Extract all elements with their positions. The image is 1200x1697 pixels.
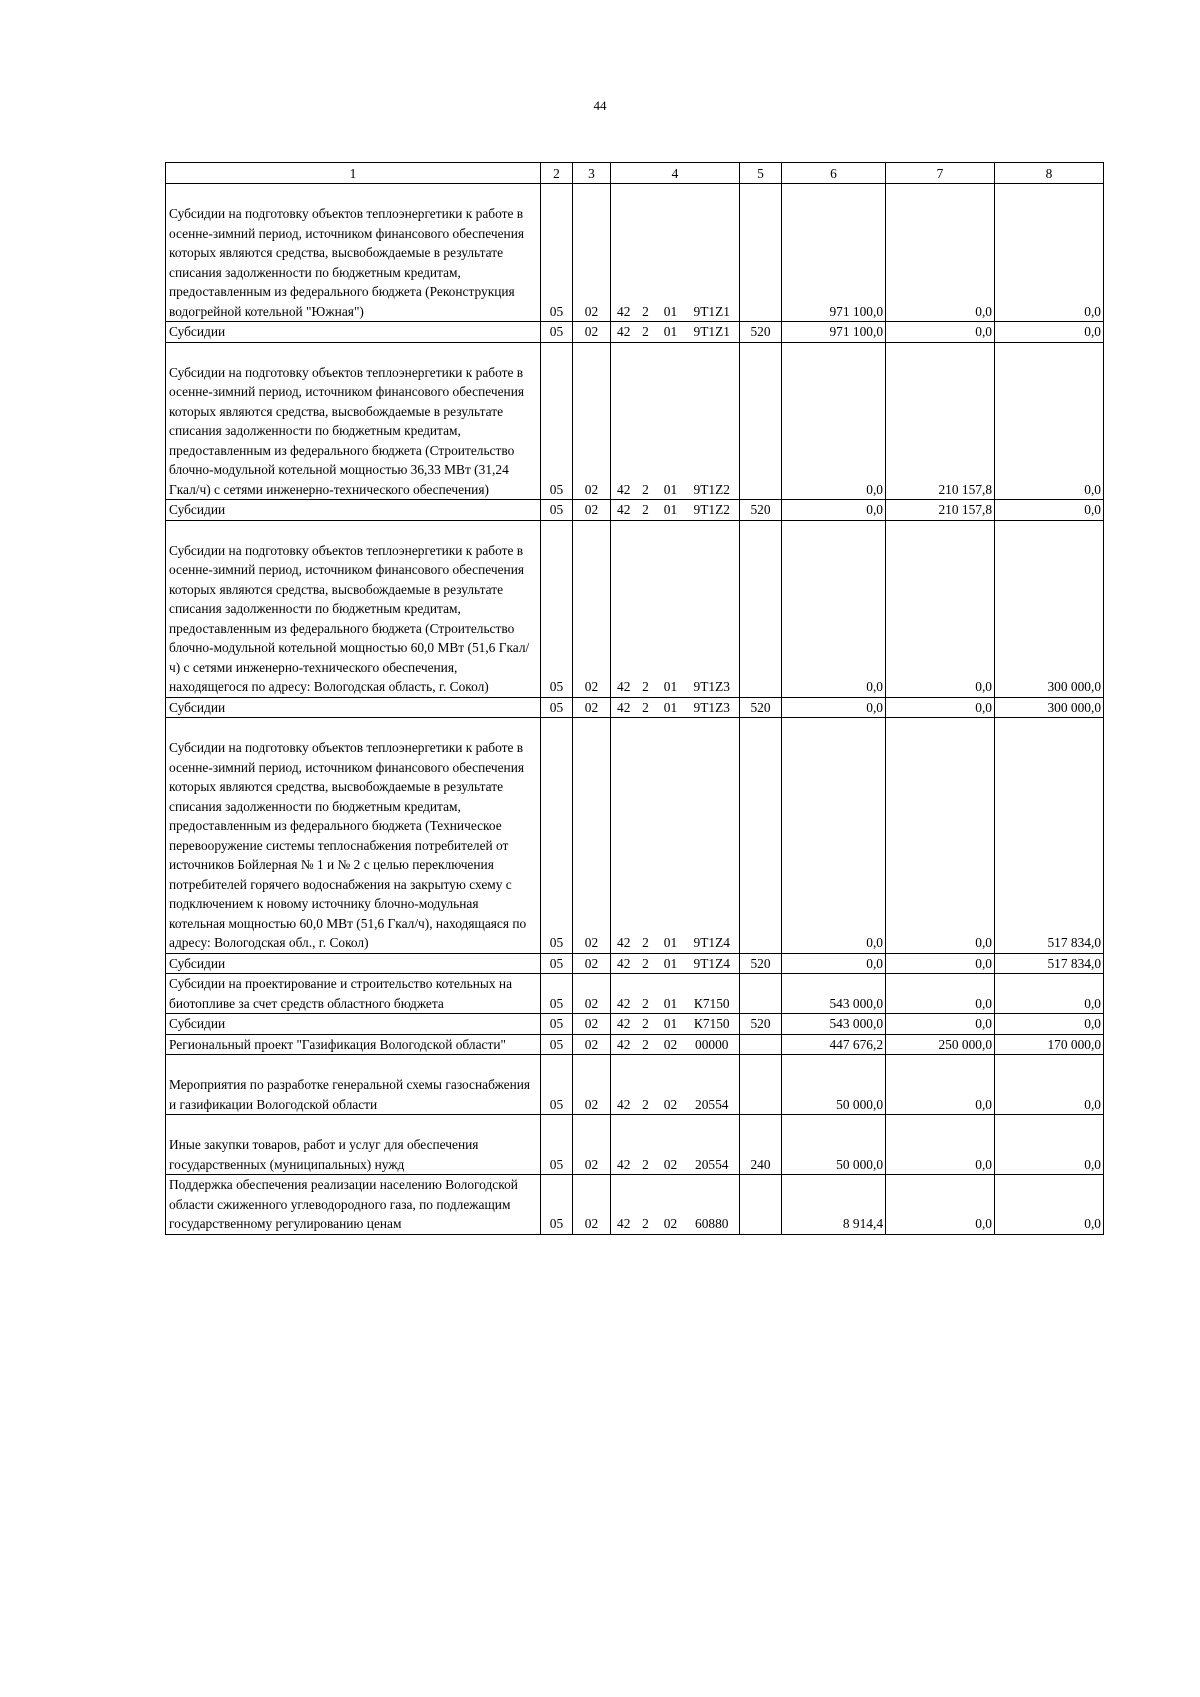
amount-year-3: 170 000,0 (995, 1034, 1104, 1055)
program-code: 42 (611, 1115, 635, 1175)
subsection-code: 02 (573, 974, 611, 1014)
amount-year-2: 0,0 (886, 974, 995, 1014)
amount-year-2: 210 157,8 (886, 500, 995, 521)
table-row (166, 1014, 1104, 1035)
row-name: Субсидии на подготовку объектов теплоэнергетики к работе в осенне-зимний период, источником финансового обеспечения которых являются средства, высвобождаемые в результате списания задолженности по бюджетным кредитам, предоставленным из федерального бюджета (Строительство блочно-модульной котельной мощностью 36,33 МВт (31,24 Гкал/ч) с сетями инженерно-технического обеспечения) (166, 342, 541, 500)
subsection-code: 02 (573, 1175, 611, 1235)
amount-year-1: 447 676,2 (782, 1034, 886, 1055)
amount-year-3: 0,0 (995, 322, 1104, 343)
subsection-code: 02 (573, 953, 611, 974)
row-name: Субсидии на подготовку объектов теплоэнергетики к работе в осенне-зимний период, источником финансового обеспечения которых являются средства, высвобождаемые в результате списания задолженности по бюджетным кредитам, предоставленным из федерального бюджета (Реконструкция водогрейной котельной "Южная") (166, 184, 541, 322)
budget-table (165, 162, 1104, 1235)
expense-type-code (740, 184, 782, 322)
project-code: 02 (657, 1175, 685, 1235)
amount-year-3: 0,0 (995, 1115, 1104, 1175)
project-code: 01 (657, 697, 685, 718)
amount-year-2: 0,0 (886, 322, 995, 343)
table-row (166, 500, 1104, 521)
program-code: 42 (611, 697, 635, 718)
section-code: 05 (541, 520, 573, 697)
expense-type-code: 520 (740, 953, 782, 974)
subsection-code: 02 (573, 718, 611, 954)
row-name: Субсидии на проектирование и строительство котельных на биотопливе за счет средств областного бюджета (166, 974, 541, 1014)
amount-year-2: 0,0 (886, 1175, 995, 1235)
project-code: 01 (657, 500, 685, 521)
expense-type-code: 520 (740, 697, 782, 718)
amount-year-1: 0,0 (782, 697, 886, 718)
program-code: 42 (611, 953, 635, 974)
table-row (166, 1115, 1104, 1175)
row-name: Поддержка обеспечения реализации населению Вологодской области сжиженного углеводородного газа, по подлежащим государственному регулированию ценам (166, 1175, 541, 1235)
subprogram-code: 2 (635, 953, 657, 974)
amount-year-3: 517 834,0 (995, 953, 1104, 974)
amount-year-2: 250 000,0 (886, 1034, 995, 1055)
direction-code: 9Т1Z3 (685, 697, 740, 718)
amount-year-1: 50 000,0 (782, 1115, 886, 1175)
amount-year-1: 8 914,4 (782, 1175, 886, 1235)
expense-type-code (740, 1055, 782, 1115)
subprogram-code: 2 (635, 718, 657, 954)
project-code: 02 (657, 1115, 685, 1175)
program-code: 42 (611, 1034, 635, 1055)
expense-type-code (740, 1175, 782, 1235)
subprogram-code: 2 (635, 500, 657, 521)
project-code: 02 (657, 1034, 685, 1055)
expense-type-code: 520 (740, 500, 782, 521)
amount-year-2: 0,0 (886, 1014, 995, 1035)
amount-year-3: 517 834,0 (995, 718, 1104, 954)
subsection-code: 02 (573, 322, 611, 343)
project-code: 01 (657, 974, 685, 1014)
table-row (166, 184, 1104, 322)
amount-year-3: 0,0 (995, 1175, 1104, 1235)
section-code: 05 (541, 697, 573, 718)
subsection-code: 02 (573, 184, 611, 322)
direction-code: 9Т1Z1 (685, 184, 740, 322)
table-row (166, 953, 1104, 974)
table-row (166, 697, 1104, 718)
subsection-code: 02 (573, 342, 611, 500)
header-cell: 4 (611, 163, 740, 184)
table-row (166, 1034, 1104, 1055)
subprogram-code: 2 (635, 322, 657, 343)
section-code: 05 (541, 1014, 573, 1035)
row-name: Иные закупки товаров, работ и услуг для обеспечения государственных (муниципальных) нужд (166, 1115, 541, 1175)
table-header-row (166, 163, 1104, 184)
amount-year-1: 0,0 (782, 500, 886, 521)
section-code: 05 (541, 342, 573, 500)
subsection-code: 02 (573, 520, 611, 697)
project-code: 01 (657, 184, 685, 322)
amount-year-1: 0,0 (782, 953, 886, 974)
section-code: 05 (541, 184, 573, 322)
header-cell: 7 (886, 163, 995, 184)
row-name: Субсидии (166, 500, 541, 521)
subsection-code: 02 (573, 1034, 611, 1055)
section-code: 05 (541, 1034, 573, 1055)
amount-year-1: 0,0 (782, 520, 886, 697)
subprogram-code: 2 (635, 974, 657, 1014)
direction-code: 00000 (685, 1034, 740, 1055)
section-code: 05 (541, 1115, 573, 1175)
direction-code: 9Т1Z2 (685, 500, 740, 521)
direction-code: К7150 (685, 1014, 740, 1035)
amount-year-2: 0,0 (886, 697, 995, 718)
amount-year-1: 543 000,0 (782, 974, 886, 1014)
header-cell: 6 (782, 163, 886, 184)
table-row (166, 718, 1104, 954)
subsection-code: 02 (573, 1055, 611, 1115)
section-code: 05 (541, 1175, 573, 1235)
section-code: 05 (541, 500, 573, 521)
section-code: 05 (541, 953, 573, 974)
subprogram-code: 2 (635, 342, 657, 500)
section-code: 05 (541, 322, 573, 343)
subprogram-code: 2 (635, 1175, 657, 1235)
expense-type-code (740, 718, 782, 954)
amount-year-3: 300 000,0 (995, 697, 1104, 718)
subsection-code: 02 (573, 1014, 611, 1035)
project-code: 01 (657, 953, 685, 974)
direction-code: 20554 (685, 1055, 740, 1115)
table-row (166, 520, 1104, 697)
header-cell: 2 (541, 163, 573, 184)
amount-year-1: 971 100,0 (782, 184, 886, 322)
amount-year-2: 0,0 (886, 1115, 995, 1175)
project-code: 01 (657, 342, 685, 500)
row-name: Субсидии (166, 953, 541, 974)
row-name: Субсидии (166, 1014, 541, 1035)
program-code: 42 (611, 718, 635, 954)
direction-code: 9Т1Z4 (685, 718, 740, 954)
project-code: 01 (657, 1014, 685, 1035)
program-code: 42 (611, 520, 635, 697)
direction-code: 9Т1Z2 (685, 342, 740, 500)
amount-year-3: 300 000,0 (995, 520, 1104, 697)
amount-year-3: 0,0 (995, 500, 1104, 521)
expense-type-code (740, 1034, 782, 1055)
subprogram-code: 2 (635, 697, 657, 718)
program-code: 42 (611, 500, 635, 521)
subsection-code: 02 (573, 500, 611, 521)
subprogram-code: 2 (635, 1115, 657, 1175)
program-code: 42 (611, 322, 635, 343)
amount-year-1: 0,0 (782, 718, 886, 954)
amount-year-1: 971 100,0 (782, 322, 886, 343)
subprogram-code: 2 (635, 1034, 657, 1055)
row-name: Субсидии (166, 697, 541, 718)
expense-type-code (740, 342, 782, 500)
row-name: Субсидии (166, 322, 541, 343)
amount-year-3: 0,0 (995, 1014, 1104, 1035)
header-cell: 3 (573, 163, 611, 184)
amount-year-2: 0,0 (886, 953, 995, 974)
direction-code: 20554 (685, 1115, 740, 1175)
program-code: 42 (611, 974, 635, 1014)
direction-code: 9Т1Z3 (685, 520, 740, 697)
amount-year-3: 0,0 (995, 342, 1104, 500)
header-cell: 1 (166, 163, 541, 184)
expense-type-code: 240 (740, 1115, 782, 1175)
project-code: 01 (657, 520, 685, 697)
expense-type-code (740, 520, 782, 697)
program-code: 42 (611, 1055, 635, 1115)
expense-type-code: 520 (740, 1014, 782, 1035)
header-cell: 5 (740, 163, 782, 184)
expense-type-code (740, 974, 782, 1014)
amount-year-3: 0,0 (995, 184, 1104, 322)
amount-year-2: 210 157,8 (886, 342, 995, 500)
amount-year-1: 543 000,0 (782, 1014, 886, 1035)
header-cell: 8 (995, 163, 1104, 184)
direction-code: 9Т1Z4 (685, 953, 740, 974)
project-code: 02 (657, 1055, 685, 1115)
amount-year-3: 0,0 (995, 1055, 1104, 1115)
program-code: 42 (611, 1014, 635, 1035)
row-name: Субсидии на подготовку объектов теплоэнергетики к работе в осенне-зимний период, источником финансового обеспечения которых являются средства, высвобождаемые в результате списания задолженности по бюджетным кредитам, предоставленным из федерального бюджета (Строительство блочно-модульной котельной мощностью 60,0 МВт (51,6 Гкал/ч) с сетями инженерно-технического обеспечения, находящегося по адресу: Вологодская область, г. Сокол) (166, 520, 541, 697)
table-row (166, 1055, 1104, 1115)
amount-year-2: 0,0 (886, 184, 995, 322)
amount-year-2: 0,0 (886, 520, 995, 697)
subprogram-code: 2 (635, 520, 657, 697)
section-code: 05 (541, 718, 573, 954)
table-row (166, 322, 1104, 343)
amount-year-3: 0,0 (995, 974, 1104, 1014)
expense-type-code: 520 (740, 322, 782, 343)
direction-code: 60880 (685, 1175, 740, 1235)
subprogram-code: 2 (635, 1055, 657, 1115)
amount-year-2: 0,0 (886, 1055, 995, 1115)
subprogram-code: 2 (635, 184, 657, 322)
table-row (166, 974, 1104, 1014)
amount-year-1: 50 000,0 (782, 1055, 886, 1115)
program-code: 42 (611, 342, 635, 500)
amount-year-1: 0,0 (782, 342, 886, 500)
subsection-code: 02 (573, 697, 611, 718)
section-code: 05 (541, 1055, 573, 1115)
project-code: 01 (657, 718, 685, 954)
subsection-code: 02 (573, 1115, 611, 1175)
amount-year-2: 0,0 (886, 718, 995, 954)
project-code: 01 (657, 322, 685, 343)
section-code: 05 (541, 974, 573, 1014)
row-name: Субсидии на подготовку объектов теплоэнергетики к работе в осенне-зимний период, источником финансового обеспечения которых являются средства, высвобождаемые в результате списания задолженности по бюджетным кредитам, предоставленным из федерального бюджета (Техническое перевооружение системы теплоснабжения потребителей от источников Бойлерная № 1 и № 2 с целью переключения потребителей горячего водоснабжения на закрытую схему с подключением к новому источнику блочно-модульная котельная мощностью 60,0 МВт (51,6 Гкал/ч), находящаяся по адресу: Вологодская обл., г. Сокол) (166, 718, 541, 954)
program-code: 42 (611, 1175, 635, 1235)
direction-code: 9Т1Z1 (685, 322, 740, 343)
page-number: 44 (593, 98, 607, 113)
table-row (166, 342, 1104, 500)
row-name: Мероприятия по разработке генеральной схемы газоснабжения и газификации Вологодской области (166, 1055, 541, 1115)
program-code: 42 (611, 184, 635, 322)
row-name: Региональный проект "Газификация Вологодской области" (166, 1034, 541, 1055)
table-row (166, 1175, 1104, 1235)
subprogram-code: 2 (635, 1014, 657, 1035)
direction-code: К7150 (685, 974, 740, 1014)
